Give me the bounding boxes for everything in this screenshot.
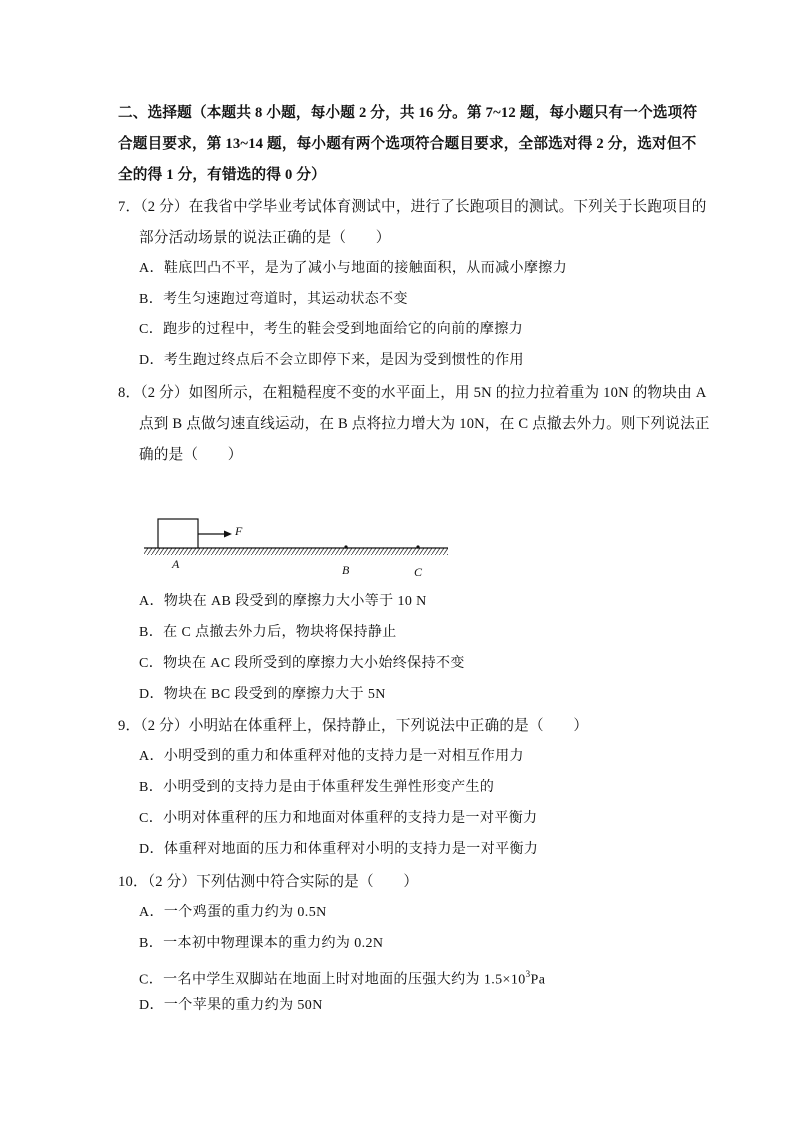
q10-option-c-exponent: 3 — [525, 969, 531, 979]
q7-option-d: D．考生跑过终点后不会立即停下来，是因为受到惯性的作用 — [139, 353, 524, 368]
q10-option-b: B．一本初中物理课本的重力约为 0.2N — [139, 936, 384, 951]
q7-option-a: A．鞋底凹凸不平，是为了减小与地面的接触面积，从而减小摩擦力 — [139, 261, 568, 276]
q9-option-a: A．小明受到的重力和体重秤对他的支持力是一对相互作用力 — [139, 749, 524, 764]
q7-option-b: B．考生匀速跑过弯道时，其运动状态不变 — [139, 292, 408, 307]
section-heading-line-2: 合题目要求，第 13~14 题，每小题有两个选项符合题目要求，全部选对得 2 分，选对但不 — [118, 136, 697, 152]
q8-stem-line-1: 8．（2 分）如图所示，在粗糙程度不变的水平面上，用 5N 的拉力拉着重为 10N 的物块由 A — [118, 385, 707, 401]
q8-stem-line-2: 点到 B 点做匀速直线运动，在 B 点将拉力增大为 10N，在 C 点撤去外力。则下列说法正 — [139, 416, 710, 432]
q8-option-b: B．在 C 点撤去外力后，物块将保持静止 — [139, 625, 397, 640]
q8-stem-line-3: 确的是（ ） — [139, 447, 243, 463]
q8-label-b: B — [342, 563, 350, 577]
q10-option-c-text: C．一名中学生双脚站在地面上时对地面的压强大约为 1.5×10 — [139, 972, 526, 988]
q7-stem-line-2: 部分活动场景的说法正确的是（ ） — [139, 230, 391, 246]
q8-option-a: A．物块在 AB 段受到的摩擦力大小等于 10 N — [139, 594, 427, 609]
q8-point-b — [344, 545, 347, 548]
q8-label-a: A — [172, 557, 180, 571]
q8-option-c: C．物块在 AC 段所受到的摩擦力大小始终保持不变 — [139, 656, 465, 671]
q7-option-c: C．跑步的过程中，考生的鞋会受到地面给它的向前的摩擦力 — [139, 322, 524, 337]
q9-option-b: B．小明受到的支持力是由于体重秤发生弹性形变产生的 — [139, 780, 495, 795]
q8-label-f: F — [235, 524, 243, 538]
q7-stem-line-1: 7．（2 分）在我省中学毕业考试体育测试中，进行了长跑项目的测试。下列关于长跑项目的 — [118, 199, 707, 215]
q8-label-c: C — [414, 565, 423, 579]
q8-force-arrow-head — [224, 531, 232, 538]
q9-option-d: D．体重秤对地面的压力和体重秤对小明的支持力是一对平衡力 — [139, 842, 539, 857]
q8-option-d: D．物块在 BC 段受到的摩擦力大于 5N — [139, 687, 386, 702]
q10-option-d: D．一个苹果的重力约为 50N — [139, 998, 323, 1013]
q10-option-c — [139, 965, 545, 991]
q10-option-c-unit: Pa — [530, 972, 546, 988]
q8-ground-hatching — [144, 548, 448, 555]
q8-block — [158, 519, 198, 548]
q9-stem-line-1: 9．（2 分）小明站在体重秤上，保持静止，下列说法中正确的是（ ） — [118, 718, 589, 734]
q10-option-a: A．一个鸡蛋的重力约为 0.5N — [139, 905, 327, 920]
q10-stem-line-1: 10．（2 分）下列估测中符合实际的是（ ） — [118, 874, 419, 890]
section-heading-line-3: 全的得 1 分，有错选的得 0 分） — [118, 167, 326, 183]
q8-figure — [136, 512, 456, 582]
section-heading-line-1: 二、选择题（本题共 8 小题，每小题 2 分，共 16 分。第 7~12 题，每小题只有一个选项符 — [118, 105, 698, 121]
q9-option-c: C．小明对体重秤的压力和地面对体重秤的支持力是一对平衡力 — [139, 811, 538, 826]
q8-point-c — [416, 545, 419, 548]
